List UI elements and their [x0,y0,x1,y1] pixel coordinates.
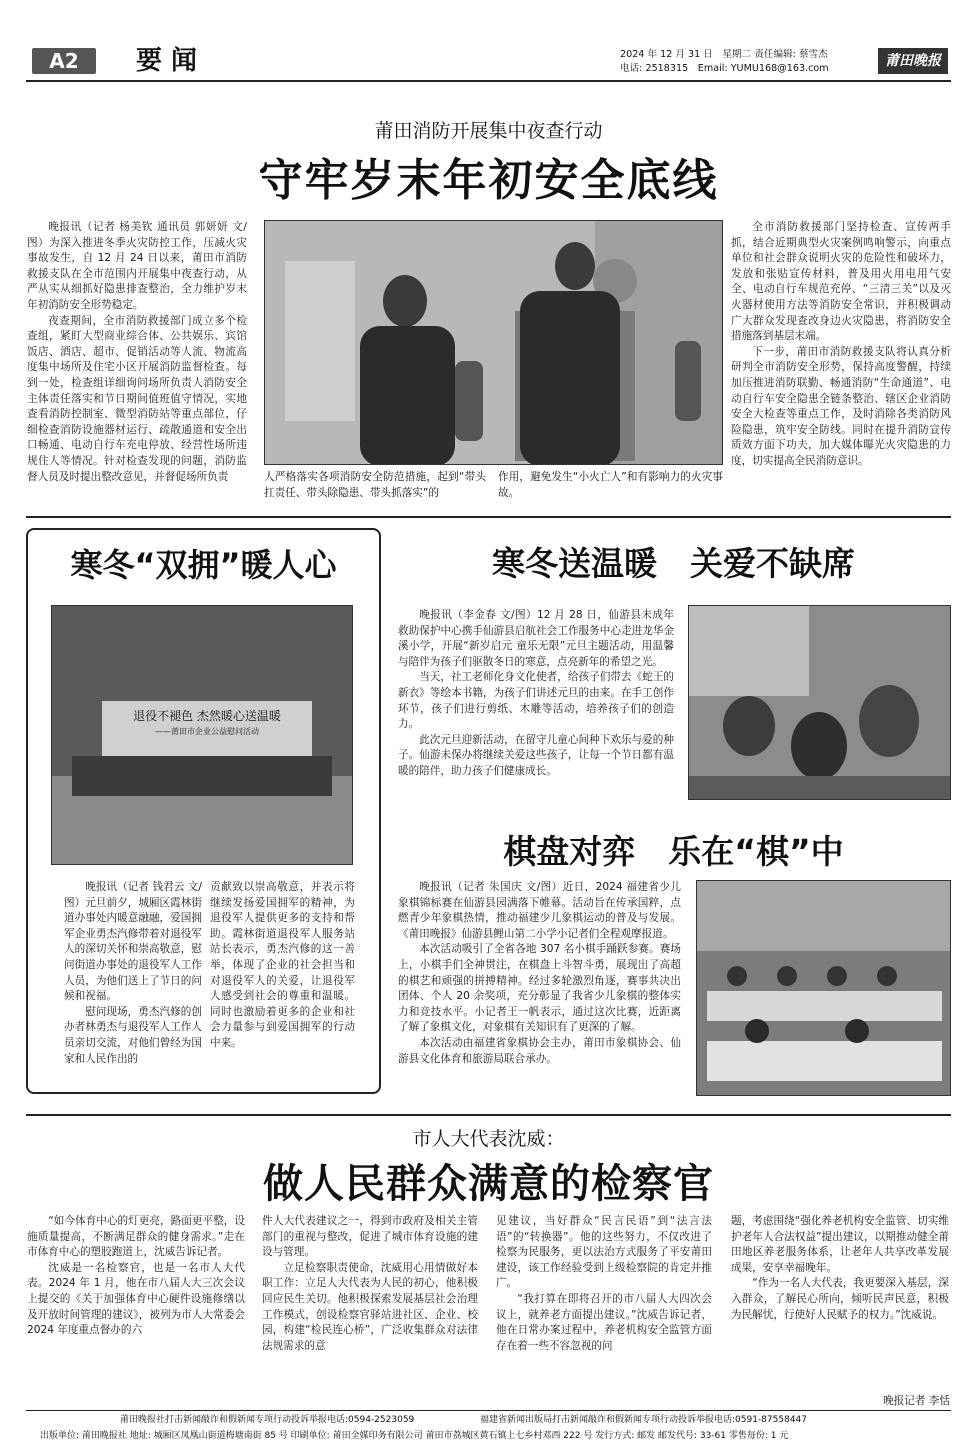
paragraph: “我打算在即将召开的市八届人大四次会议上，就养老方面提出建议。”沈威告诉记者，他在日常办案过程中，养老机构安全监管方面存在着一些不容忽视的问 [496,1292,712,1352]
article3-title: 寒冬送温暖 关爱不缺席 [492,544,855,583]
article1-mid-left: 人严格落实各项消防安全防范措施，起到“带头扛责任、带头除隐患、带头抓落实”的 [264,471,486,499]
chess-tournament-illustration [697,881,951,1096]
article1-col3 [731,220,951,470]
article1-col1 [27,220,247,485]
paragraph: 此次元旦迎新活动，在留守儿童心间种下欢乐与爱的种子。仙游未保办将继续关爱这些孩子，让每一个节日都有温暖的陪伴，助力孩子们健康成长。 [398,733,674,777]
paper-logo: 莆田晚报 [878,48,948,74]
article3-body [398,608,674,780]
paragraph: 晚报讯（记者 杨美钦 通讯员 郭妍妍 文/图）为深入推进冬季火灾防控工作，压减火灾事故发生，自 12 月 24 日以来，莆田市消防救援支队在全市范围内开展集中夜查行动，从严从实从细抓好隐患排查整治，全力维护岁末年初消防安全形势稳定。 [27,221,247,311]
article5-col1 [27,1214,245,1339]
fire-inspection-illustration [265,221,723,465]
fire-inspection-photo [264,220,723,465]
date-line: 2024 年 12 月 31 日 星期二 责任编辑: 蔡雪杰 [620,49,828,60]
paragraph: 立足检察职责使命，沈威用心用情做好本职工作：立足人大代表为人民的初心，他积极回应民生关切。他积极探索发展基层社会治理工作模式，创设检察官驿站进社区、企业、校园，构建“检民连心桥”，广泛收集群众对法律法规需求的意 [262,1261,478,1352]
complaint-hotline-provincial: 福建省新闻出版局打击新闻敲诈和假新闻专项行动投诉举报电话:0591-87558447 [480,1415,807,1425]
article2-col2 [210,880,355,1052]
paragraph: “如今体育中心的灯更亮，路面更平整，设施质量提高，不断满足群众的健身需求。”走在市体育中心的塑胶跑道上，沈威告诉记者。 [27,1215,245,1259]
article5-kicker: 市人大代表沈威： [412,1128,565,1150]
article1-kicker: 莆田消防开展集中夜查行动 [374,120,603,142]
contact-line: 电话: 2518315 Email: YUMU168@163.com [620,63,829,74]
article5-title: 做人民群众满意的检察官 [263,1161,714,1207]
paragraph: 沈威是一名检察官，也是一名市人大代表。2024 年 1 月，他在市八届人大三次会议上提交的《关于加强体育中心硬件设施修缮以及开放时间管理的建议》，被列为市人大常委会 2024 年度重点督办的六 [27,1261,245,1337]
masthead [26,44,951,80]
article5-col3 [496,1214,712,1354]
complaint-hotline-local: 莆田晚报社打击新闻敲诈和假新闻专项行动投诉举报电话:0594-2523059 [120,1415,415,1425]
footer-rule [26,1410,951,1411]
article5-col2 [262,1214,478,1354]
article1-mid-right: 作用，避免发生“小火亡人”和有影响力的火灾事故。 [498,471,723,499]
paragraph: 夜查期间，全市消防救援部门成立多个检查组，紧盯大型商业综合体、公共娱乐、宾馆饭店、酒店、超市、促销活动等人流、物流高度集中场所及住宅小区开展消防监督检查。每到一处，检查组详细询问场所负责人消防安全主体责任落实和节日期间值班值守情况，实地查看消防控制室、微型消防站等重点部位，仔细检查消防设施器材运行、疏散通道和安全出口畅通、电动自行车充电停放、经营性场所违规住人等情况。针对检查发现的问题，消防监督人员及时提出整改意见，并督促场所负责 [27,314,247,483]
veterans-photo [51,605,353,865]
paragraph: 本次活动吸引了全省各地 307 名小棋手踊跃参赛。赛场上，小棋手们全神贯注，在棋盘上斗智斗勇，展现出了高超的棋艺和顽强的拼搏精神。经过多轮激烈角逐，赛事共决出团体、个人 20 余奖项，充分彰显了我省少儿象棋的整体实力和竞技水平。小记者王一帆表示，通过这次比赛，近距离了解了象棋文化，对象棋有关知识有了更深的了解。 [398,943,681,1034]
paragraph: 本次活动由福建省象棋协会主办，莆田市象棋协会、仙游县文化体育和旅游局联合承办。 [398,1036,681,1065]
banner-text: 退役不褪色 杰然暖心送温暖 [133,709,281,723]
section-title: 要 闻 [136,46,198,76]
children-activity-illustration [689,606,951,800]
paragraph: 晚报讯（记者 钱君云 文/图）元旦前夕，城厢区霞林街道办事处内暖意融融，爱国拥军企业勇杰汽修带着对退役军人的深切关怀和崇高敬意，慰问街道办事处的退役军人工作人员，为他们送上了节日的问候和祝福。 [64,881,202,1003]
paragraph: 题，考虑围绕“强化养老机构安全监管、切实维护老年人合法权益”提出建议，以期推动健全莆田地区养老服务体系，让老年人共享改革发展成果，安享幸福晚年。 [731,1215,949,1274]
article4-body [398,880,681,1067]
article5-col4 [731,1214,949,1323]
paragraph: 慰问现场，勇杰汽修的创办者林勇杰与退役军人工作人员亲切交流，对他们曾经为国家和人民作出的 [64,1005,202,1065]
section-divider [26,516,951,518]
article1-title: 守牢岁末年初安全底线 [258,155,719,206]
paragraph: 下一步，莆田市消防救援支队将认真分析研判全市消防安全形势，保持高度警醒，持续加压推进消防联勤、畅通消防“生命通道”、电动自行车安全隐患全链条整治、辖区企业消防安全大检查等重点工作，及时消除各类消防风险隐患，筑牢安全防线。同时在提升消防宣传质效方面下功夫，加大媒体曝光火灾隐患的力度，切实提高全民消防意识。 [731,345,951,467]
section-divider [26,1114,951,1116]
publisher-info: 出版单位: 莆田晚报社 地址: 城厢区凤凰山街道梅塘南街 85 号 印刷单位: 莆田全媒印务有限公司 莆田市荔城区黄石镇上七乡村邓西 222 号 发行方式: 邮发 邮发代号: 33-61 零售每份: 1 元 [40,1431,789,1441]
paragraph: 全市消防救援部门坚持检查、宣传两手抓，结合近期典型火灾案例鸣响警示，向重点单位和社会群众说明火灾的危险性和破坏力，发放和张贴宣传材料，普及用火用电用气安全、电动自行车规范充停、“三清三关”以及灭火器材使用方法等消防安全常识，并积极调动广大群众发现查改身边火灾隐患，将消防安全措施落到基层末端。 [731,221,951,343]
chess-tournament-photo [696,880,951,1096]
paragraph: 贡献致以崇高敬意，并表示将继续发扬爱国拥军的精神，为退役军人提供更多的支持和帮助。霞林街道退役军人服务站站长表示，勇杰汽修的这一善举，体现了企业的社会担当和对退役军人的关爱，让退役军人感受到社会的尊重和温暖。同时也激励着更多的企业和社会力量参与到爱国拥军的行动中来。 [210,881,355,1049]
masthead-rule [26,80,951,82]
banner-subtext: ——莆田市企业公益慰问活动 [155,727,259,736]
paragraph: 见建议，当好群众“民言民语”到“法言法语”的“转换器”。他的这些努力，不仅改进了检察为民服务，更以法治方式服务了平安莆田建设，该工作经验受到上级检察院的肯定并推广。 [496,1215,712,1290]
paragraph: 件人大代表建议之一，得到市政府及相关主管部门的重视与整改，促进了城市体育设施的建设与管理。 [262,1215,478,1259]
article4-title: 棋盘对弈 乐在“棋”中 [503,832,844,871]
article2-col1 [64,880,202,1067]
page-number-badge: A2 [32,48,96,74]
paragraph: 晚报讯（李金春 文/图）12 月 28 日，仙游县未成年救助保护中心携手仙游县启航社会工作服务中心走进龙华金溪小学，开展“新岁启元 童乐无限”元旦主题活动，用温馨与陪伴为孩子们驱散冬日的寒意，点亮新年的希望之光。 [398,609,674,668]
children-activity-photo [688,605,951,800]
paragraph: 晚报讯（记者 朱国庆 文/图）近日，2024 福建省少儿象棋锦标赛在仙游县园满落下帷幕。活动旨在传承国粹，点燃青少年象棋热情，推动福建少儿象棋运动的普及与发展。《莆田晚报》仙游县鲤山第二小学小记者们全程观摩报道。 [398,881,681,940]
article5-byline: 晚报记者 李恬 [883,1395,950,1407]
article2-title: 寒冬“双拥”暖人心 [70,546,337,584]
paragraph: “作为一名人大代表，我更要深入基层，深入群众，了解民心所向，倾听民声民意，积极为民解忧，行使好人民赋予的权力。”沈威说。 [731,1277,949,1321]
paragraph: 当天，社工老师化身文化使者，给孩子们带去《蛇王的新衣》等绘本书籍，为孩子们讲述元旦的由来。在手工创作环节，孩子们进行剪纸、木雕等活动，培养孩子们的创造力。 [398,671,674,731]
